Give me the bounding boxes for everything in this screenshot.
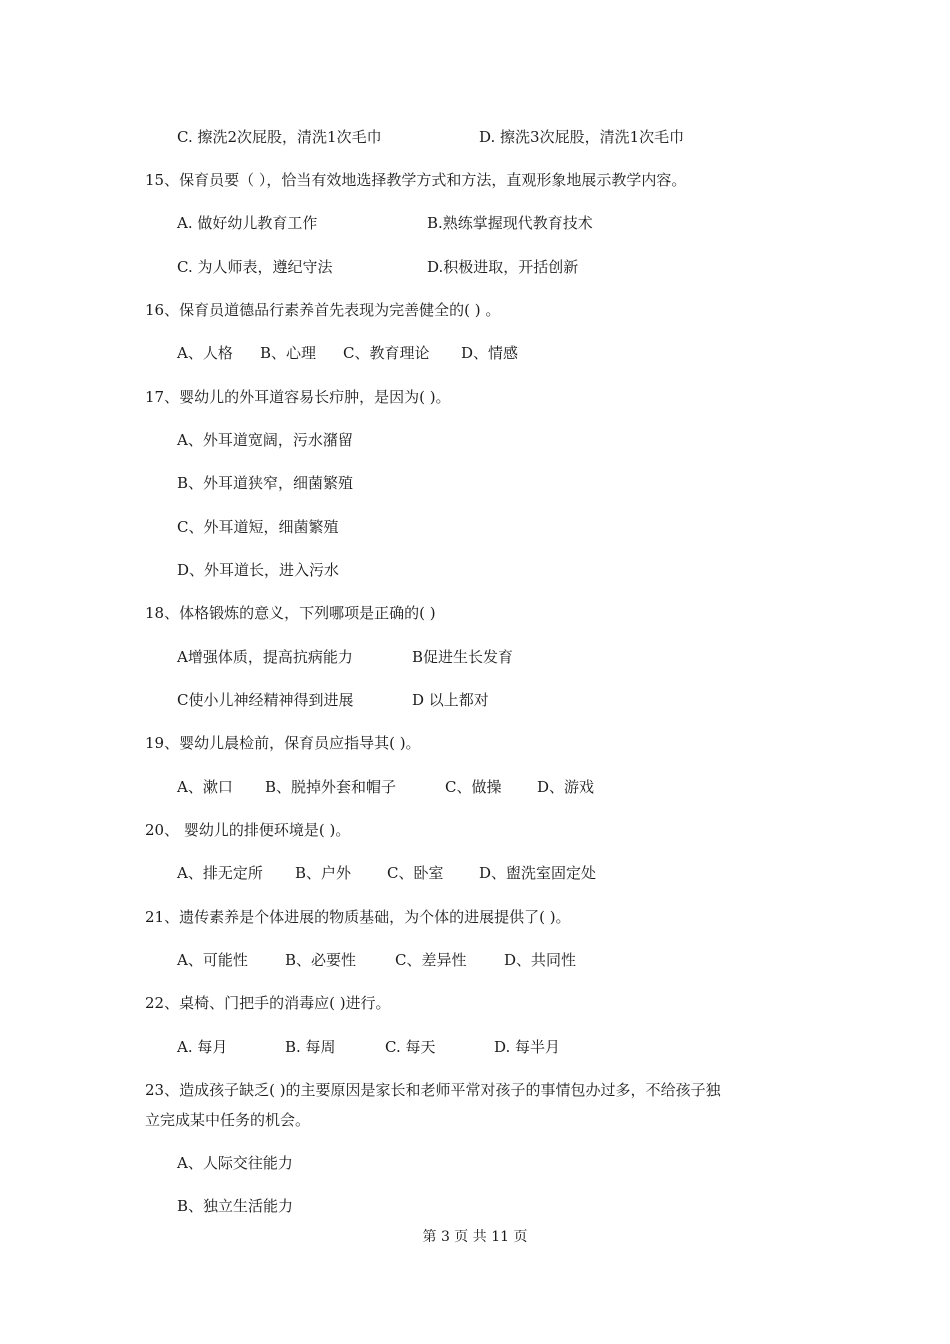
option-text: B、外耳道狭窄，细菌繁殖: [177, 474, 354, 492]
option-text: A、排无定所: [177, 864, 263, 882]
option-text: C. 每天: [385, 1038, 436, 1056]
question-text: 20、 婴幼儿的排便环境是( )。: [145, 821, 351, 839]
option-text: A增强体质，提高抗病能力: [177, 648, 353, 666]
option-text: A、人格: [177, 344, 233, 362]
question-text: 23、造成孩子缺乏( )的主要原因是家长和老师平常对孩子的事情包办过多，不给孩子独: [145, 1081, 721, 1099]
option-text: A、人际交往能力: [177, 1154, 293, 1172]
option-text: D、游戏: [537, 778, 595, 796]
question-continuation: 立完成某中任务的机会。: [145, 1111, 311, 1129]
option-text: B.熟练掌握现代教育技术: [427, 214, 593, 232]
option-text: A、外耳道宽阔，污水潴留: [177, 431, 353, 449]
question-text: 16、保育员道德品行素养首先表现为完善健全的( ) 。: [145, 301, 501, 319]
option-text: C. 为人师表，遵纪守法: [177, 258, 333, 276]
option-text: C、卧室: [387, 864, 444, 882]
option-text: A. 做好幼儿教育工作: [177, 214, 318, 232]
option-text: B、必要性: [285, 951, 357, 969]
question-text: 15、保育员要（ ），恰当有效地选择教学方式和方法，直观形象地展示教学内容。: [145, 171, 687, 189]
question-text: 18、体格锻炼的意义，下列哪项是正确的( ): [145, 604, 436, 622]
option-text: C、做操: [445, 778, 502, 796]
option-text: B、独立生活能力: [177, 1197, 294, 1215]
option-text: A、漱口: [177, 778, 233, 796]
question-text: 17、婴幼儿的外耳道容易长疖肿，是因为( )。: [145, 388, 451, 406]
option-text: D.积极进取，开括创新: [427, 258, 579, 276]
option-text: B、心理: [260, 344, 317, 362]
question-text: 22、桌椅、门把手的消毒应( )进行。: [145, 994, 391, 1012]
option-text: C使小儿神经精神得到进展: [177, 691, 354, 709]
option-text: C、教育理论: [343, 344, 430, 362]
option-text: A、可能性: [177, 951, 248, 969]
question-text: 21、遗传素养是个体进展的物质基础，为个体的进展提供了( )。: [145, 908, 571, 926]
page-footer: 第 3 页 共 11 页: [422, 1229, 528, 1245]
option-text: D、情感: [461, 344, 519, 362]
option-text: B. 每周: [285, 1038, 336, 1056]
option-text: D、盥洗室固定处: [479, 864, 597, 882]
question-text: 19、婴幼儿晨检前，保育员应指导其( )。: [145, 734, 421, 752]
option-text: D、外耳道长，进入污水: [177, 561, 340, 579]
option-text: B、户外: [295, 864, 352, 882]
option-text: C、外耳道短，细菌繁殖: [177, 518, 339, 536]
option-text: B促进生长发育: [412, 648, 514, 666]
option-text: D、共同性: [504, 951, 577, 969]
option-text: B、脱掉外套和帽子: [265, 778, 397, 796]
option-text: C. 擦洗2次屁股，清洗1次毛巾: [177, 128, 382, 146]
option-text: D 以上都对: [412, 691, 489, 709]
option-text: D. 擦洗3次屁股，清洗1次毛巾: [479, 128, 685, 146]
option-text: D. 每半月: [494, 1038, 561, 1056]
option-text: A. 每月: [177, 1038, 228, 1056]
option-text: C、差异性: [395, 951, 467, 969]
